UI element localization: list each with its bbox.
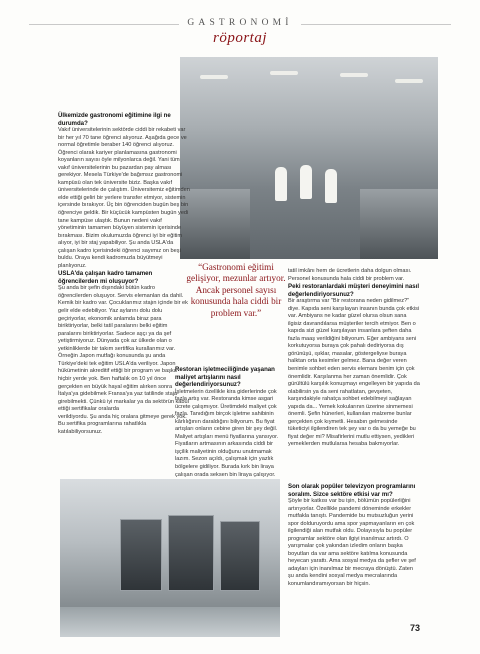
oven-unit	[220, 521, 260, 591]
article-paragraph: Bir araştırma var "Bir restorana neden gidilmez?" diye. Kapıda seni karşılayan insanın bunda çok etkisi var. Ambiyans ne kadar güzel olursa olsun sana ilgisiz davrandılarsa müşteriler tercih etmiyor. Ben o kapıda sizi güzel karşılayan insanlara şeften daha fazla maaş verildiğini biliyorum. Eğer ambiyans seni korkutuyorsa buraya çok pahalı dediriyorsa dış görünüşü, ışıklar, masalar, göstergeliyse buraya halktan orta kesimler gelmez. Bana değer veren benimle sohbet eden servis elemanı benim için çok önemlidir. Karşılanma her zaman önemlidir. Çok gürültülü karşılık konuşmayı engelleyen bir yapıda da olabilirsin ya da seni rahatlatan, gevşeten, karşındakiyle rahatça sohbet edebilmeyi sağlayan yapıda da... Yemek kokularının üzerine sinmemesi önemli. Şefin hünerleri, kullanılan malzeme bunlar gerçekten çok kıymetli. Hesabın gelmesinde tüketiciyi ilgilendiren tek şey var o da bu yemeğe bu fiyat değer mi? Misafirlerini mutlu ettiysen, yedikleri yemeklerden mutlularsa hesaba bakmıyorlar.	[288, 298, 420, 448]
oven-unit	[120, 519, 162, 591]
page-header	[0, 12, 480, 47]
kitchen-counter	[180, 189, 250, 259]
ceiling-light	[395, 79, 423, 83]
article-question: Ülkemizde gastronomi eğitimine ilgi ne durumda?	[58, 112, 171, 127]
article-paragraph: tatil imkânı hem de ücretlerin daha dolgun olması. Personel konusunda hala ciddi bir problem var.	[288, 268, 412, 282]
article-paragraph: Şu anda bir şefin dışındaki bütün kadro öğrencilerden oluşuyor. Servis elemanları da dahil. Kemik bir kadro var. Çocuklarımız stajın içinde bir ek gelir elde edebiliyor. Yaz aylarını dolu dolu geçiriyorlar, ekonomik anlamda biraz para biriktiriyorlar, belki tatil paralarını belki eğitim paralarını biriktiriyorlar. Sadece aşçı ya da şef yetiştirmiyoruz. Dünyada çok az ülkede olan o yetkinliklerde bir takım sertifika kurallarımız var. Örneğin Japon mutfağı konusunda şu anda Türkiye'deki tek eğitim USLA'da veriliyor. Japon hükümetinin akreditif ettiği bir program ve başka hiçbir yerde yok. Ben haftalık on 10 yıl önce gerçekten en büyük hayal eğitim alırken sonra İtalya'ya gidebilmek Fransa'ya yaz tatilinde staja girebilmekti. Çünkü iyi markalar ya da sektörün kabul ettiği sertifikalar oralarda	[58, 285, 189, 413]
chef-figure	[325, 169, 337, 203]
article-paragraph: Vakıf üniversitelerinin sektörde ciddi bir rekabeti var bir her yıl 70 tane öğrenci alıyoruz. Aşağıda gece ve normal öğretimle beraber 140 öğrenci alıyoruz. Öğrenci olarak kariyer planlamasına gastronomi koyanların sayısı öyle milyonlarca değil. Yani tüm vakıf üniversitelerinin bu pazardan pay alması gerekiyor. Mesela Türkiye'de bağımsız gastronomi kampüsü olan tek üniversite biziz. Başka vakıf üniversitelerinde de çalıştım. Üniversitemiz eğitimden elde ettiği geliri bir yerlere transfer etmiyor, sistemin içersinde bırakıyor. Üç bin öğrenciden bugün beş bin öğrenciye geldik. Bir küçücük kampüsten bugün yedi tane kampüse ulaştık. Bunun nedeni vakıf yönetiminin tamamen büyüyen sistemin içerisinde bırakması. Bizim okulumuzda öğrenci iyi bir eğitim alıyor, iyi bir staj yapabiliyor. Şu anda USLA'da çalışan kadro içerisindeki öğrenci sayımız on beşi buldu. Oraya kendi kadromuzla büyütmeyi planlıyoruz.	[58, 127, 190, 269]
ceiling-light	[200, 75, 228, 79]
article-question: Son olarak popüler televizyon programlarını soralım. Sizce sektöre etkisi var mı?	[288, 483, 416, 498]
article-column-1	[58, 112, 190, 436]
article-paragraph: verildiyordu. Şu anda hiç oralara gitmeye gerek yok. Bu sertifika programlarına rahatlıkla katılabiliyorsunuz.	[58, 413, 187, 435]
article-column-3	[288, 268, 420, 449]
chef-figure	[300, 165, 312, 199]
page-number: 73	[410, 623, 421, 633]
article-paragraph: İşletmelerin özellikle kira giderlerinde çok fazla artış var. Restoranda kimse asgari ücrete çalışmıyor. Üretimdeki maliyet çok fazla. Tanıdığım birçok işletme sahibinin kârlılığının daraldığını biliyorum. Bu fiyat artışları onların cebine giren bir şey değil. Maliyet artışları menü fiyatlarına yansıyor. Fiyatların artmasının arkasında ciddi bir işçilik maliyetinin olduğunu unutmamak lazım. Sezon açıldı, çalışmak için yazlık bölgelere gidiliyor. Burada kırk bin liraya çalışan orada seksen bin liraya çalışıyor.	[175, 388, 279, 478]
kitchen-counter	[360, 189, 438, 259]
article-column-2	[175, 366, 285, 487]
article-question: USLA'da çalışan kadro tamamen öğrencilerden mi oluşuyor?	[58, 270, 153, 285]
oven-unit	[168, 515, 214, 591]
kitchen-floor	[60, 607, 280, 637]
article-question: Peki restoranlardaki müşteri deneyimini nasıl değerlendiriyorsunuz?	[288, 283, 420, 298]
kitchen-photo-top	[180, 57, 438, 259]
article-paragraph: Şöyle bir katkısı var bu işin, bölümün popülerliğini artırıyorlar. Özellikle pandemi döneminde erkekler mutfakla tanıştı. Pandemide bu mutsuzluğun yerini spor dolduruyordu ama spor yapmayanların en çok ilgilendiği alan mutfak oldu. Dolayısıyla bu popüler programlar sektöre olan ilgiyi inanılmaz artırdı. O yarışmalar çok yakından izledim onların başka boyutları da var ama sektöre katılma konusunda heyecan yarattı. Ama sosyal medya da şefler ve şef adayları için inanılmaz bir mecraya dönüştü. Zaten şu anda kendini sosyal medya mecralarında konumlandıramıyorsan bir hiçsin.	[288, 498, 416, 588]
pull-quote: “Gastronomi eğitimi gelişiyor, mezunlar artıyor. Ancak personel sayısı konusunda hala ciddi bir problem var.”	[186, 262, 286, 318]
ceiling-light	[270, 71, 298, 75]
chef-figure	[275, 167, 287, 201]
kitchen-photo-bottom	[60, 479, 280, 637]
article-column-4	[288, 483, 420, 589]
section-title: GASTRONOMİ	[179, 18, 300, 28]
article-question: Restoran işletmeciliğinde yaşanan maliyet artışlarını nasıl değerlendiriyorsunuz?	[175, 366, 275, 388]
section-subtitle: röportaj	[212, 30, 267, 46]
ceiling-light	[340, 73, 368, 77]
